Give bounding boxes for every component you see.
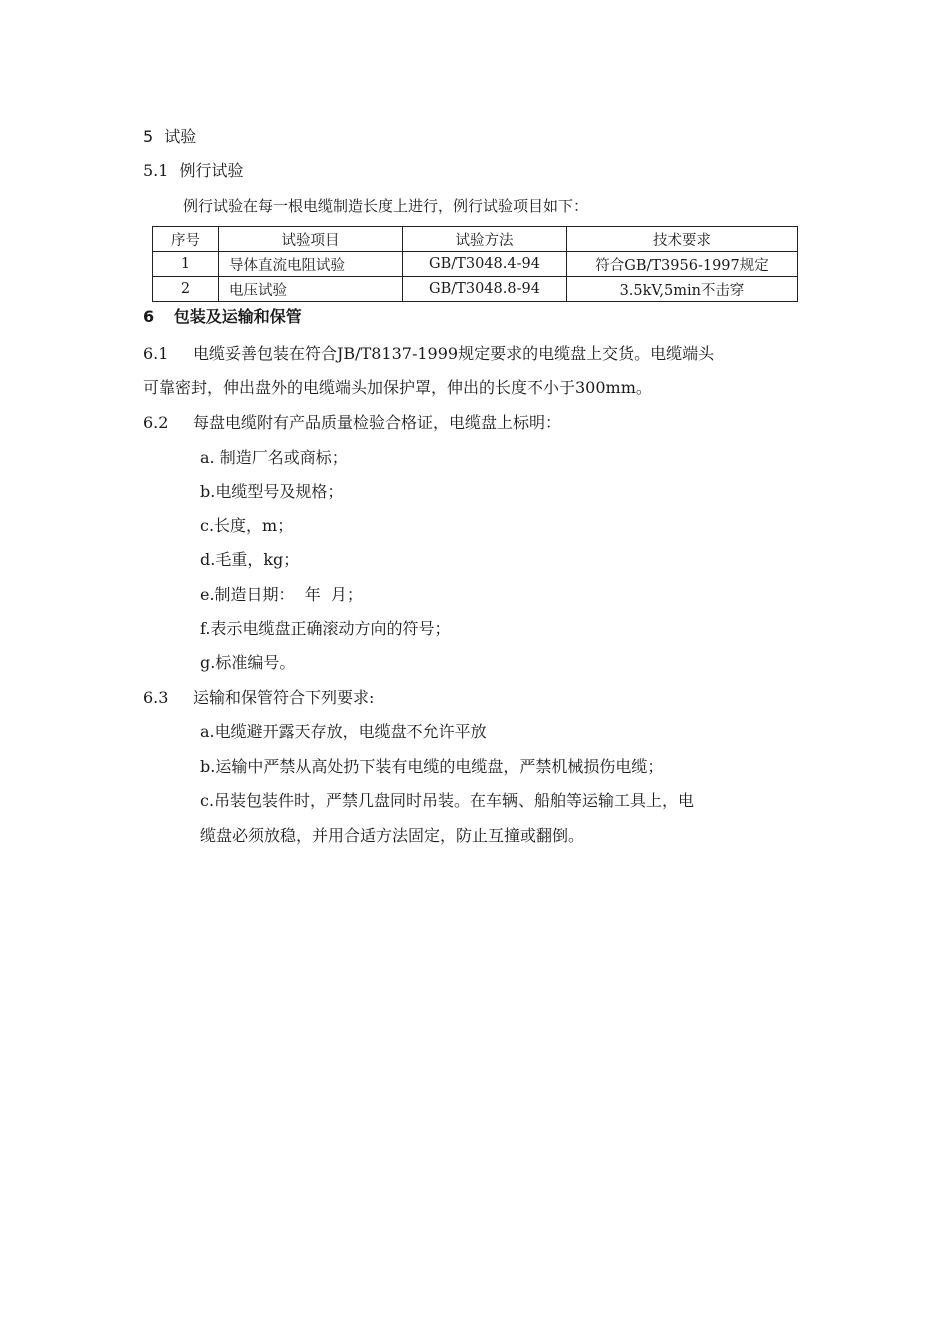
section-number: 5.1 <box>143 161 169 180</box>
section-title: 例行试验 <box>179 161 244 180</box>
list-item: f.表示电缆盘正确滚动方向的符号； <box>200 619 451 638</box>
table-header-row <box>153 227 798 252</box>
table-row <box>153 252 798 277</box>
column-header: 试验方法 <box>403 227 567 252</box>
section-6-heading <box>143 306 302 328</box>
list-item: b.运输中严禁从高处扔下装有电缆的电缆盘，严禁机械损伤电缆； <box>200 757 664 776</box>
table-cell: 1 <box>153 252 219 277</box>
list-item: a.电缆避开露天存放，电缆盘不允许平放 <box>200 722 487 741</box>
list-item: d.毛重，kg； <box>200 550 300 569</box>
section-5-heading <box>143 126 196 148</box>
column-header: 序号 <box>153 227 219 252</box>
table-cell: GB/T3048.8-94 <box>403 277 567 302</box>
clause-number: 6.1 <box>143 344 169 363</box>
section-title: 试验 <box>164 127 197 146</box>
column-header: 试验项目 <box>219 227 403 252</box>
list-item: 缆盘必须放稳，并用合适方法固定，防止互撞或翻倒。 <box>200 826 585 845</box>
table-cell: 电压试验 <box>219 277 403 302</box>
list-item: b.电缆型号及规格； <box>200 482 344 501</box>
clause-number: 6.3 <box>143 688 169 707</box>
table-cell: GB/T3048.4-94 <box>403 252 567 277</box>
clause-number: 6.2 <box>143 413 169 432</box>
list-item: g.标准编号。 <box>200 653 296 672</box>
table-cell: 符合GB/T3956-1997规定 <box>567 252 798 277</box>
list-item: a. 制造厂名或商标； <box>200 448 348 467</box>
section-number: 5 <box>143 127 154 146</box>
list-item: e.制造日期： 年 月； <box>200 585 363 604</box>
table-cell: 导体直流电阻试验 <box>219 252 403 277</box>
table-cell: 3.5kV,5min不击穿 <box>567 277 798 302</box>
clause-6-2 <box>143 412 561 434</box>
list-item: c.吊装包装件时，严禁几盘同时吊装。在车辆、船舶等运输工具上，电 <box>200 791 695 810</box>
column-header: 技术要求 <box>567 227 798 252</box>
clause-text: 每盘电缆附有产品质量检验合格证，电缆盘上标明： <box>193 413 562 432</box>
clause-text: 运输和保管符合下列要求: <box>193 688 375 707</box>
table-cell: 2 <box>153 277 219 302</box>
clause-6-3 <box>143 687 374 709</box>
intro-paragraph: 例行试验在每一根电缆制造长度上进行，例行试验项目如下： <box>183 197 589 215</box>
routine-test-table <box>152 226 798 302</box>
clause-6-1-line-1 <box>143 343 714 365</box>
section-title: 包装及运输和保管 <box>173 307 302 326</box>
section-number: 6 <box>143 307 155 326</box>
table-row <box>153 277 798 302</box>
list-item: c.长度，m； <box>200 516 294 535</box>
clause-6-1-line-2: 可靠密封，伸出盘外的电缆端头加保护罩，伸出的长度不小于300mm。 <box>143 378 652 397</box>
clause-text: 电缆妥善包装在符合JB/T8137-1999规定要求的电缆盘上交货。电缆端头 <box>193 344 715 363</box>
section-5-1-heading <box>143 160 244 182</box>
